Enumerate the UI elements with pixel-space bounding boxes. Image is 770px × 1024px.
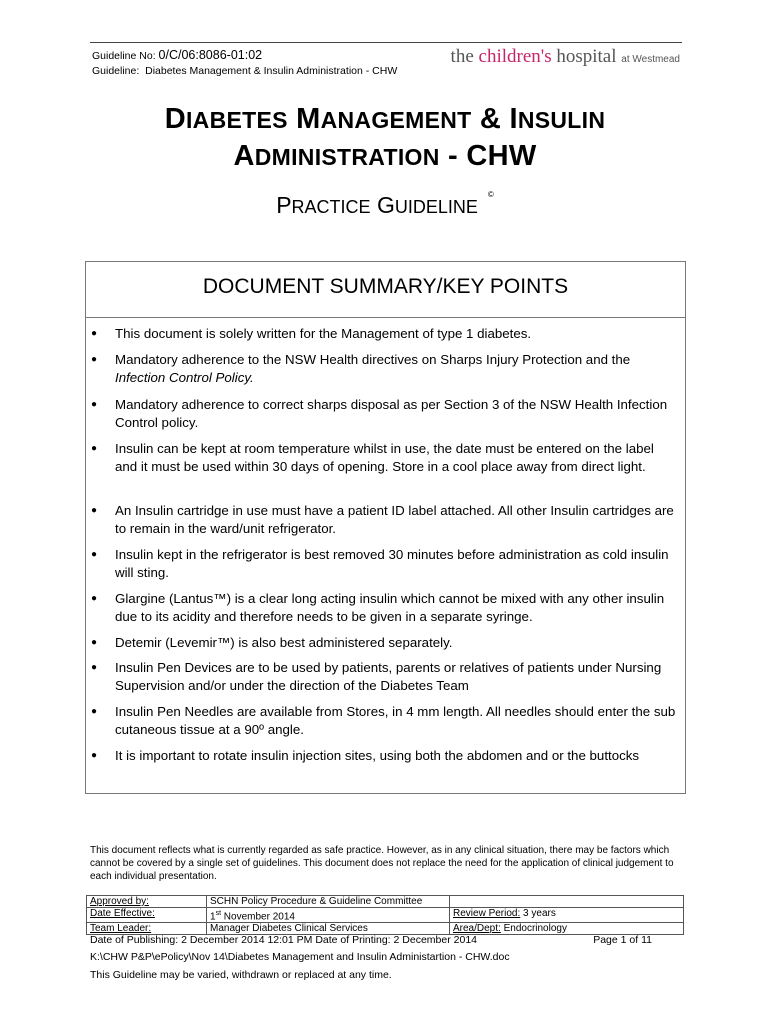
document-title-line1: DIABETES MANAGEMENT & INSULIN xyxy=(164,103,606,135)
copyright-mark: © xyxy=(487,190,494,199)
bullet-icon: ● xyxy=(91,328,98,339)
bullet-icon: ● xyxy=(91,750,98,761)
table-row: Date Effective: 1st November 2014 Review Period: 3 years xyxy=(87,908,684,923)
file-path: K:\CHW P&P\ePolicy\Nov 14\Diabetes Management and Insulin Administartion - CHW.doc xyxy=(90,951,510,963)
bullet-icon: ● xyxy=(91,706,98,717)
page-header xyxy=(90,42,682,83)
bullet-icon: ● xyxy=(91,443,98,454)
summary-heading: DOCUMENT SUMMARY/KEY POINTS xyxy=(86,262,685,318)
table-row: Team Leader: Manager Diabetes Clinical Services Area/Dept: Endocrinology xyxy=(87,923,684,935)
variation-notice: This Guideline may be varied, withdrawn or replaced at any time. xyxy=(90,969,392,981)
disclaimer-text: This document reflects what is currently regarded as safe practice. However, as in any clinical situation, there may be factors which cannot be covered by a single set of guidelines. This document does not replace the need for the application of clinical judgement to each individual presentation. xyxy=(90,845,674,882)
document-subtitle: PRACTICE GUIDELINE© xyxy=(276,190,494,218)
document-title-line2: ADMINISTRATION - CHW xyxy=(233,140,537,172)
guideline-number: Guideline No: 0/C/06:8086-01:02 xyxy=(92,48,263,62)
bullet-icon: ● xyxy=(91,662,98,673)
summary-box: DOCUMENT SUMMARY/KEY POINTS ● This document is solely written for the Management of type 1 diabetes. ● Mandatory adherence to the NSW Health directives on Sharps Injury Protection and the Infection Control Policy. ● Mandatory adherence to correct sharps disposal as per Section 3 of the NSW Health Infection Control policy. ● Insulin can be kept at room temperature whilst in use, the date must be entered on the label and it must be used within 30 days of opening. Store in a cool place away from direct light. ● An Insulin cartridge in use must have a patient ID label attached. All other Insulin cartridges are to remain in the ward/unit refrigerator. ● Insulin kept in the refrigerator is best removed 30 minutes before administration as cold insulin will sting. ● Glargine (Lantus™) is a clear long acting insulin which cannot be mixed with any other insulin due to its acidity and therefore needs to be given in a separate syringe. ● Detemir (Levemir™) is also best administered separately. ● Insulin Pen Devices are to be used by patients, parents or relatives of patients under Nursing Supervision and/or under the direction of the Diabetes Team ● Insulin Pen Needles are available from Stores, in 4 mm length. All needles should enter the sub cutaneous tissue at a 90º angle. ● It is important to rotate insulin injection sites, using both the abdomen and or the buttocks xyxy=(85,261,686,794)
hospital-logo: the children's hospital at Westmead xyxy=(450,46,680,67)
page-number: Page 1 of 11 xyxy=(593,934,652,946)
bullet-icon: ● xyxy=(91,637,98,648)
bullet-icon: ● xyxy=(91,399,98,410)
publishing-info: Date of Publishing: 2 December 2014 12:01 PM Date of Printing: 2 December 2014 Page 1 of 11 xyxy=(90,934,652,946)
guideline-name: Guideline: Diabetes Management & Insulin Administration - CHW xyxy=(92,65,398,77)
bullet-icon: ● xyxy=(91,505,98,516)
table-row: Approved by: SCHN Policy Procedure & Guideline Committee xyxy=(87,896,684,908)
bullet-icon: ● xyxy=(91,354,98,365)
guideline-code: 0/C/06:8086-01:02 xyxy=(158,48,263,62)
bullet-icon: ● xyxy=(91,593,98,604)
approval-table xyxy=(86,895,684,935)
logo-childrens: children's xyxy=(478,46,552,67)
bullet-icon: ● xyxy=(91,549,98,560)
